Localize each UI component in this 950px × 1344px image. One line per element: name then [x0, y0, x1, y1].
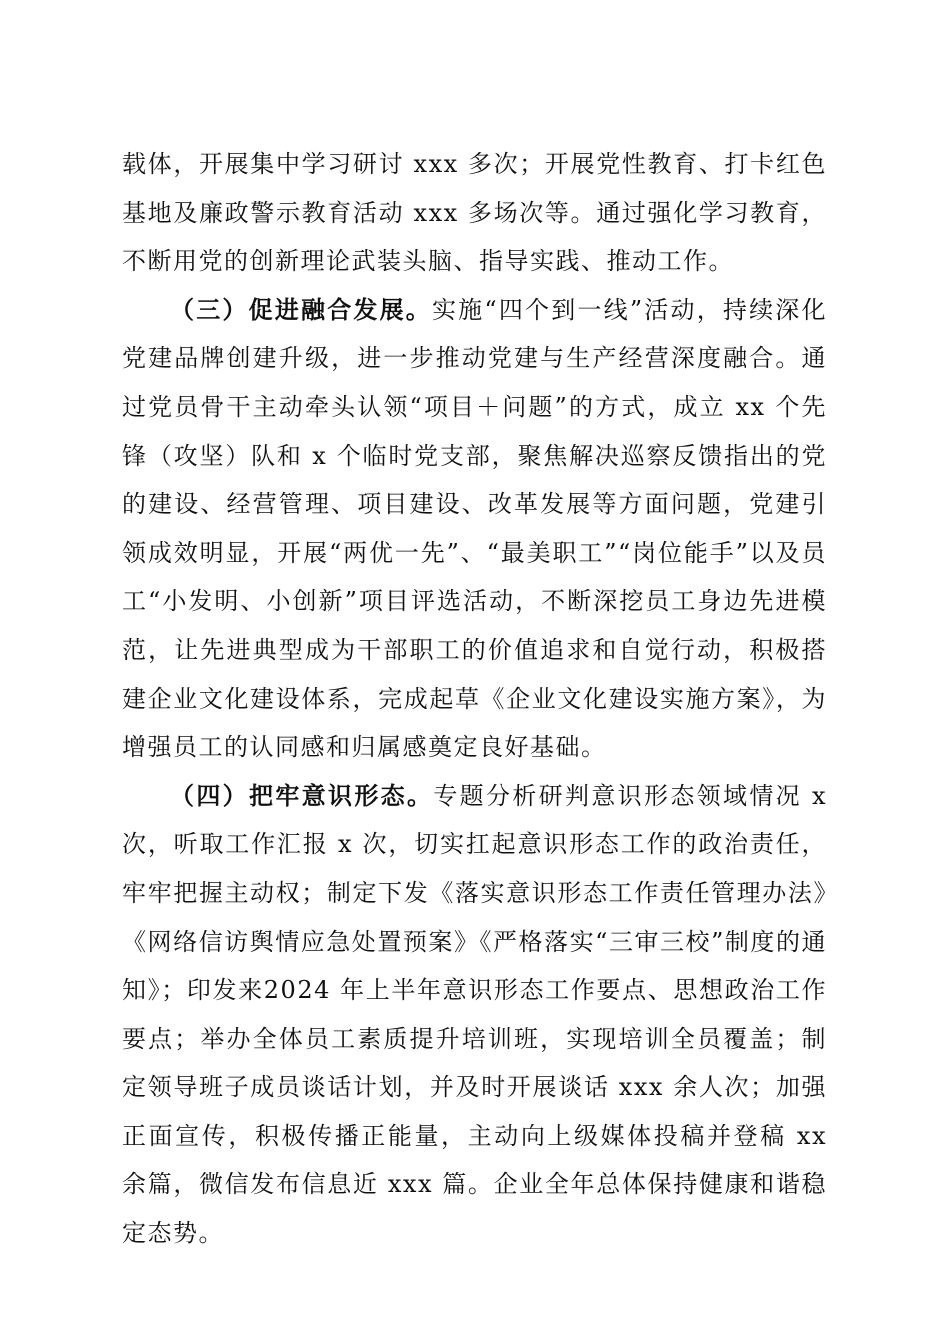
paragraph-section-3 [122, 286, 827, 772]
paragraph-section-4 [122, 772, 827, 1258]
paragraph-text: 实施“四个到一线”活动，持续深化党建品牌创建升级，进一步推动党建与生产经营深度融合。通过党员骨干主动牵头认领“项目＋问题”的方式，成立 xx 个先锋（攻坚）队和 x 个临时党支部，聚焦解决巡察反馈指出的党的建设、经营管理、项目建设、改革发展等方面问题，党建引领成效明显，开展“两优一先”、“最美职工”“岗位能手”以及员工“小发明、小创新”项目评选活动，不断深挖员工身边先进模范，让先进典型成为干部职工的价值追求和自觉行动，积极搭建企业文化建设体系，完成起草《企业文化建设实施方案》，为增强员工的认同感和归属感奠定良好基础。 [122, 295, 827, 762]
section-heading-3: （三）促进融合发展。 [170, 294, 432, 324]
document-body [122, 140, 827, 1258]
paragraph-carrier-continuation [122, 140, 827, 286]
paragraph-text: 载体，开展集中学习研讨 xxx 多次；开展党性教育、打卡红色基地及廉政警示教育活动 xxx 多场次等。通过强化学习教育，不断用党的创新理论武装头脑、指导实践、推动工作。 [122, 150, 827, 276]
paragraph-text: 专题分析研判意识形态领域情况 x 次，听取工作汇报 x 次，切实扛起意识形态工作的政治责任，牢牢把握主动权；制定下发《落实意识形态工作责任管理办法》《网络信访舆情应急处置预案》《严格落实“三审三校”制度的通知》；印发来2024 年上半年意识形态工作要点、思想政治工作要点；举办全体员工素质提升培训班，实现培训全员覆盖；制定领导班子成员谈话计划，并及时开展谈话 xxx 余人次；加强正面宣传，积极传播正能量，主动向上级媒体投稿并登稿 xx 余篇，微信发布信息近 xxx 篇。企业全年总体保持健康和谐稳定态势。 [122, 781, 828, 1248]
section-heading-4: （四）把牢意识形态。 [170, 780, 434, 810]
